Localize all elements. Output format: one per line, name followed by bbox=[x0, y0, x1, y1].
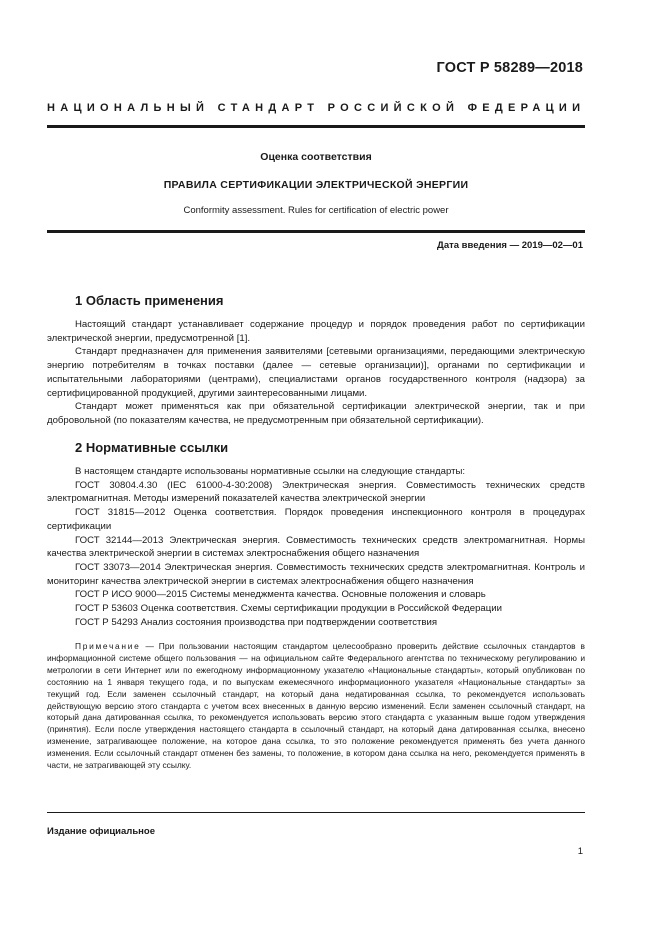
reference-item: ГОСТ Р ИСО 9000—2015 Системы менеджмента качества. Основные положения и словарь bbox=[75, 589, 486, 601]
section-1-paragraph: Стандарт может применяться как при обязательной сертификации электрической энергии, так и при добровольной (по показателям качества, не предусмотренным при обязательной сертификации). bbox=[47, 401, 585, 426]
section-1-heading: 1 Область применения bbox=[75, 293, 224, 308]
references-intro: В настоящем стандарте использованы нормативные ссылки на следующие стандарты: bbox=[75, 466, 466, 477]
section-2-body bbox=[47, 465, 585, 629]
section-1-paragraph: Настоящий стандарт устанавливает содержание процедур и порядок проведения работ по сертификации электрической энергии, предусмотренной [1]. bbox=[47, 319, 585, 344]
top-divider bbox=[47, 125, 585, 128]
note-text: — При пользовании настоящим стандартом целесообразно проверить действие ссылочных стандартов в информационной системе общего пользования — на официальном сайте Федерального агентства по техническому регулированию и метрологии в сети Интернет или по ежегодному информационному указателю «Национальные стандарты», который опубликован по состоянию на 1 января текущего года, и по выпускам ежемесячного информационного указателя «Национальные стандарты» за текущий год. Если заменен ссылочный стандарт, на который дана недатированная ссылка, то рекомендуется использовать действующую версию этого стандарта с учетом всех внесенных в данную версию изменений. Если заменен ссылочный стандарт, на который дана датированная ссылка, то рекомендуется использовать версию этого стандарта с указанным выше годом утверждения (принятия). Если после утверждения настоящего стандарта в ссылочный стандарт, на который дана датированная ссылка, внесено изменение, затрагивающее положение, на которое дана ссылка, то это положение рекомендуется применять без учета данного изменения. Если ссылочный стандарт отменен без замены, то положение, в котором дана ссылка на него, рекомендуется применять в части, не затрагивающей эту ссылку. bbox=[47, 641, 585, 771]
section-1-body bbox=[47, 318, 585, 428]
standard-kind: Оценка соответствия bbox=[260, 151, 372, 163]
section-1-paragraph: Стандарт предназначен для применения заявителями [сетевыми организациями, передающими электрическую энергию потребителям в точках поставки (далее — сетевые организации)], органами по сертификации и испытательными лабораториями (центрами), специалистами органов государственного контроля (надзора) за сертифицированной продукцией, другими заинтересованными лицами. bbox=[47, 346, 585, 399]
reference-item: ГОСТ 31815—2012 Оценка соответствия. Порядок проведения инспекционного контроля в процедурах сертификации bbox=[47, 507, 585, 532]
note-label: Примечание bbox=[75, 641, 141, 651]
title-divider bbox=[47, 230, 585, 233]
references-note bbox=[47, 641, 585, 772]
national-standard-banner: НАЦИОНАЛЬНЫЙ СТАНДАРТ РОССИЙСКОЙ ФЕДЕРАЦИИ bbox=[47, 102, 586, 114]
document-id: ГОСТ Р 58289—2018 bbox=[436, 60, 583, 76]
introduction-date: Дата введения — 2019—02—01 bbox=[437, 240, 583, 251]
section-2-heading: 2 Нормативные ссылки bbox=[75, 440, 229, 455]
standard-title: ПРАВИЛА СЕРТИФИКАЦИИ ЭЛЕКТРИЧЕСКОЙ ЭНЕРГИИ bbox=[163, 179, 469, 191]
reference-item: ГОСТ 32144—2013 Электрическая энергия. Совместимость технических средств электромагнитная. Нормы качества электрической энергии в системах электроснабжения общего назначения bbox=[47, 534, 585, 560]
official-edition-label: Издание официальное bbox=[47, 826, 155, 837]
reference-item: ГОСТ Р 53603 Оценка соответствия. Схемы сертификации продукции в Российской Федерации bbox=[75, 603, 502, 615]
reference-item: ГОСТ 30804.4.30 (IEC 61000-4-30:2008) Электрическая энергия. Совместимость технических средств электромагнитная. Методы измерений показателей качества электрической энергии bbox=[47, 479, 585, 505]
english-title: Conformity assessment. Rules for certification of electric power bbox=[183, 205, 449, 216]
footer-divider bbox=[47, 812, 585, 813]
page-number: 1 bbox=[577, 846, 583, 857]
reference-item: ГОСТ Р 54293 Анализ состояния производства при подтверждении соответствия bbox=[75, 616, 438, 628]
reference-item: ГОСТ 33073—2014 Электрическая энергия. Совместимость технических средств электромагнитная. Контроль и мониторинг качества электрической энергии в системах электроснабжения общего назначения bbox=[47, 561, 585, 587]
